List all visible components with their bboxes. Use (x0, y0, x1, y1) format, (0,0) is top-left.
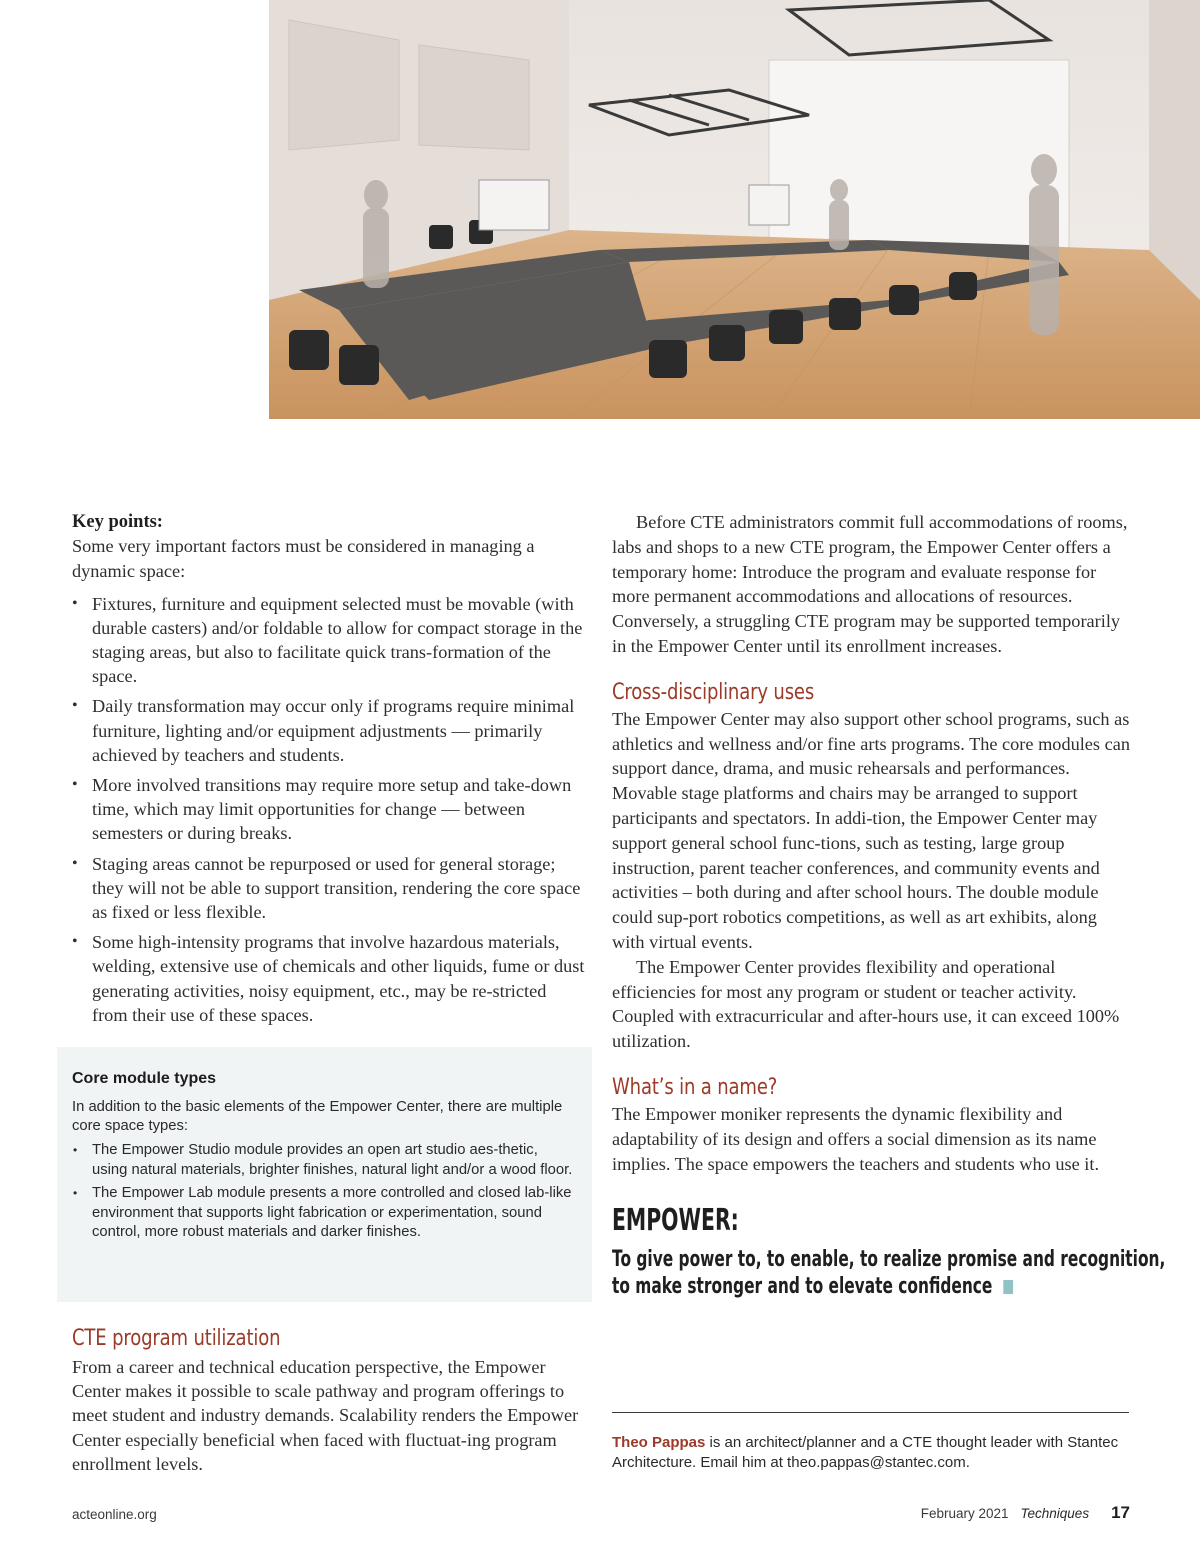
list-item: • More involved transitions may require more setup and take-down time, which may limit opportunities for change — between semesters or during breaks. (72, 773, 586, 846)
empower-definition-text: to make stronger and to elevate confidence (612, 1274, 993, 1300)
author-name: Theo Pappas (612, 1434, 706, 1451)
name-heading: What’s in a name? (612, 1074, 778, 1100)
key-points-heading: Key points: (72, 512, 163, 532)
cte-heading: CTE program utilization (72, 1326, 281, 1351)
empower-definition-line-1: To give power to, to enable, to realize promise and recognition, (612, 1247, 1166, 1273)
cross-disciplinary-heading: Cross-disciplinary uses (612, 679, 815, 705)
key-points-intro: Some very important factors must be considered in managing a dynamic space: (72, 536, 535, 581)
empower-definition-line-2 (612, 1273, 993, 1300)
cte-body: From a career and technical education perspective, the Empower Center makes it possible to scale pathway and program offerings to meet student and industry demands. Scalability renders the Empower Center especially beneficial when faced with fluctuat-ing program enrollment levels. (72, 1357, 579, 1474)
hero-image (269, 0, 1200, 419)
author-bio-text: is an architect/planner and a CTE thought leader with Stantec Architecture. Email him at theo.pappas@stantec.com. (612, 1434, 1119, 1471)
footer-date: February 2021 (920, 1506, 1009, 1521)
end-mark-icon (1004, 1280, 1014, 1294)
core-module-sidebar (57, 1047, 592, 1302)
cross-paragraph-2: The Empower Center provides flexibility and operational efficiencies for most any program or student or teacher activity. Coupled with extracurricular and after-hours use, it can exceed 100% utilization. (612, 956, 1120, 1052)
list-item: • Some high-intensity programs that involve hazardous materials, welding, extensive use of chemicals and other liquids, fume or dust generating activities, noisy equipment, etc., may be re-stricted from their use of these spaces. (72, 930, 586, 1027)
footer-site: acteonline.org (72, 1507, 157, 1522)
list-item: • The Empower Studio module provides an open art studio aes-thetic, using natural materials, brighter finishes, natural light and/or a wood floor. (72, 1141, 576, 1180)
empower-title: EMPOWER: (612, 1203, 739, 1239)
sidebar-title: Core module types (72, 1070, 217, 1087)
sidebar-list (72, 1141, 576, 1243)
cross-paragraph-1: The Empower Center may also support other school programs, such as athletics and wellness and/or fine arts programs. The core modules can support dance, drama, and music rehearsals and performances. Movable stage platforms and chairs may be arranged to support participants and spectators. In addi-tion, the Empower Center may support general school func-tions, such as testing, large group instruction, parent teacher conferences, and community events and activities – both during and after school hours. The double module could sup-port robotics competitions, as well as art exhibits, along with virtual events. (612, 708, 1130, 952)
right-column (612, 510, 1166, 1300)
footer-info (921, 1503, 1130, 1523)
left-column (72, 510, 586, 1033)
list-item: • The Empower Lab module presents a more controlled and closed lab-like environment that supports light fabrication or experimentation, sound control, more robust materials and darker finishes. (72, 1184, 576, 1243)
classroom-illustration (269, 0, 1200, 419)
page-number: 17 (1111, 1503, 1130, 1522)
name-paragraph: The Empower moniker represents the dynamic flexibility and adaptability of its design and offers a social dimension as its name implies. The space empowers the teachers and students who use it. (612, 1103, 1100, 1174)
sidebar-intro: In addition to the basic elements of the Empower Center, there are multiple core space types: (72, 1099, 563, 1134)
bio-divider (612, 1412, 1129, 1413)
intro-paragraph: Before CTE administrators commit full accommodations of rooms, labs and shops to a new CTE program, the Empower Center offers a temporary home: Introduce the program and evaluate response for more permanent accommodations and allocations of resources. Conversely, a struggling CTE program may be supported temporarily in the Empower Center until its enrollment increases. (612, 512, 1128, 656)
key-points-list (72, 592, 586, 1027)
footer-magazine: Techniques (1020, 1506, 1090, 1521)
list-item: • Fixtures, furniture and equipment selected must be movable (with durable casters) and/or foldable to allow for compact storage in the staging areas, but also to facilitate quick trans-formation of the space. (72, 592, 586, 689)
cte-section (72, 1325, 588, 1476)
author-bio (612, 1433, 1142, 1473)
list-item: • Staging areas cannot be repurposed or used for general storage; they will not be able to support transition, rendering the core space as fixed or less flexible. (72, 852, 586, 925)
list-item: • Daily transformation may occur only if programs require minimal furniture, lighting and/or equipment adjustments — primarily achieved by teachers and students. (72, 694, 586, 767)
